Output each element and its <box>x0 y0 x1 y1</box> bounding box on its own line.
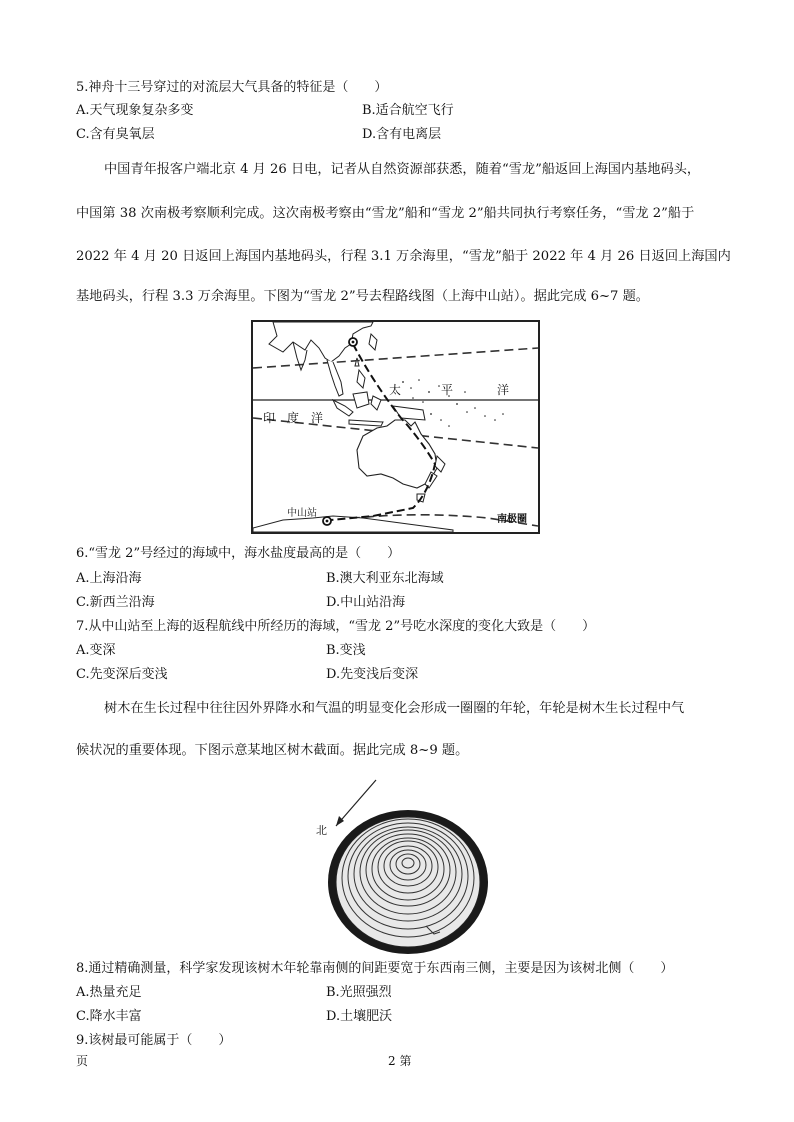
q5-option-b: B.适合航空飞行 <box>362 103 454 118</box>
q8-option-b: B.光照强烈 <box>326 985 392 1000</box>
passage1-line3: 2022 年 4 月 20 日返回上海国内基地码头，行程 3.1 万余海里，“雪龙”船于 2022 年 4 月 26 日返回上海国内 <box>76 249 731 264</box>
passage1-line4: 基地码头，行程 3.3 万余海里。下图为“雪龙 2”号去程路线图（上海中山站）。据此完成 6~7 题。 <box>76 289 649 304</box>
q5-option-c: C.含有臭氧层 <box>76 127 155 142</box>
q7-option-d: D.先变浅后变深 <box>326 667 419 682</box>
q5-option-d: D.含有电离层 <box>362 127 442 142</box>
q7-option-b: B.变浅 <box>326 643 366 658</box>
route-map <box>251 320 540 534</box>
q8-stem: 8.通过精确测量，科学家发现该树木年轮靠南侧的间距要宽于东西南三侧，主要是因为该树北侧（ ） <box>76 961 674 976</box>
q9-stem: 9.该树最可能属于（ ） <box>76 1033 232 1048</box>
passage2-line1: 树木在生长过程中往往因外界降水和气温的明显变化会形成一圈圈的年轮，年轮是树木生长过程中气 <box>104 701 685 716</box>
passage1-line1: 中国青年报客户端北京 4 月 26 日电，记者从自然资源部获悉，随着“雪龙”船返回上海国内基地码头， <box>104 162 701 177</box>
pacific-label-2: 平 <box>441 383 454 397</box>
footer-page-number: 2 第 <box>388 1054 412 1068</box>
q8-option-d: D.土壤肥沃 <box>326 1009 393 1024</box>
indian-label-1: 印 <box>263 411 276 425</box>
north-label: 北 <box>316 824 327 837</box>
q6-option-b: B.澳大利亚东北海域 <box>326 571 444 586</box>
q7-option-c: C.先变深后变浅 <box>76 667 168 682</box>
antarctic-circle-label: 南极圈 <box>497 514 527 525</box>
footer-left: 页 <box>76 1054 89 1068</box>
passage1-line2: 中国第 38 次南极考察顺利完成。这次南极考察由“雪龙”船和“雪龙 2”船共同执行考察任务，“雪龙 2”船于 <box>76 206 695 221</box>
q8-option-c: C.降水丰富 <box>76 1009 142 1024</box>
pacific-label-1: 太 <box>389 383 402 397</box>
q6-stem: 6.“雪龙 2”号经过的海域中，海水盐度最高的是（ ） <box>76 546 401 561</box>
q5-option-a: A.天气现象复杂多变 <box>76 103 194 118</box>
q7-option-a: A.变深 <box>76 643 116 658</box>
passage2-line2: 候状况的重要体现。下图示意某地区树木截面。据此完成 8~9 题。 <box>76 743 469 758</box>
pacific-label-3: 洋 <box>497 383 510 397</box>
tree-cross-section-figure <box>306 778 496 954</box>
q6-option-d: D.中山站沿海 <box>326 595 406 610</box>
indian-label-2: 度 <box>287 411 300 425</box>
q8-option-a: A.热量充足 <box>76 985 142 1000</box>
q6-option-c: C.新西兰沿海 <box>76 595 155 610</box>
zhongshan-station-label: 中山站 <box>287 508 317 519</box>
indian-label-3: 洋 <box>311 411 324 425</box>
q7-stem: 7.从中山站至上海的返程航线中所经历的海域，“雪龙 2”号吃水深度的变化大致是（ ） <box>76 619 596 634</box>
q6-option-a: A.上海沿海 <box>76 571 142 586</box>
q5-stem: 5.神舟十三号穿过的对流层大气具备的特征是（ ） <box>76 80 388 95</box>
